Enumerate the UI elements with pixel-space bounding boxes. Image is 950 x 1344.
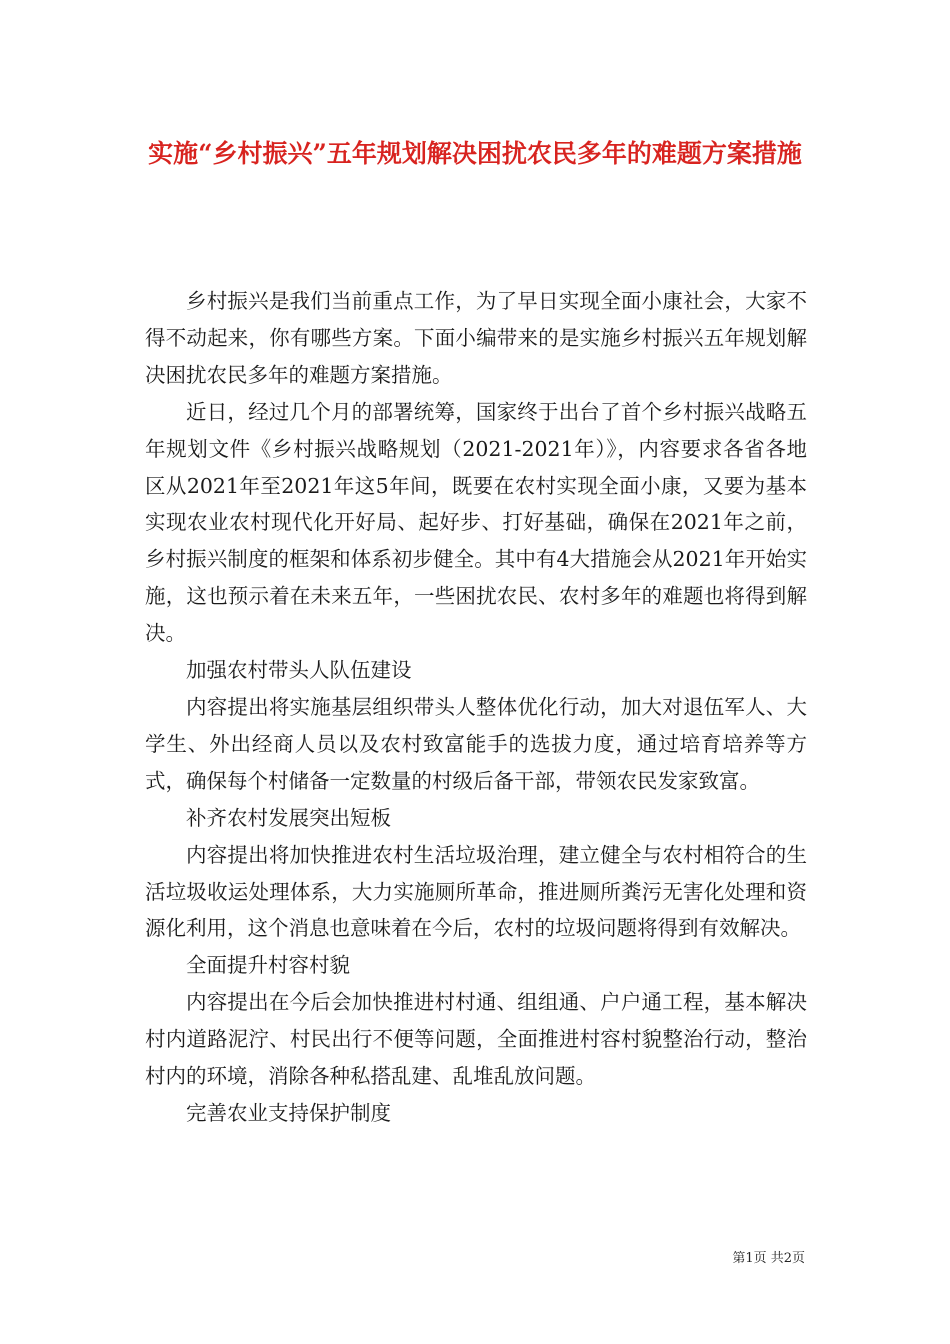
section-heading-agri-support: 完善农业支持保护制度 [186, 1100, 391, 1125]
section-heading-shortfalls: 补齐农村发展突出短板 [186, 805, 391, 830]
document-title: 实施“乡村振兴”五年规划解决困扰农民多年的难题方案措施 [148, 139, 802, 168]
document-body [145, 283, 807, 1132]
section-heading-leaders: 加强农村带头人队伍建设 [186, 658, 412, 683]
page-number: 第1页 共2页 [732, 1251, 805, 1266]
paragraph-leaders: 内容提出将实施基层组织带头人整体优化行动，加大对退伍军人、大学生、外出经商人员以及农村致富能手的选拔力度，通过培育培养等方式，确保每个村储备一定数量的村级后备干部，带领农民发家致富。 [145, 694, 807, 793]
section-heading-village-appearance: 全面提升村容村貌 [186, 953, 350, 978]
paragraph-intro: 乡村振兴是我们当前重点工作，为了早日实现全面小康社会，大家不得不动起来，你有哪些方案。下面小编带来的是实施乡村振兴五年规划解决困扰农民多年的难题方案措施。 [145, 289, 807, 387]
paragraph-background: 近日，经过几个月的部署统筹，国家终于出台了首个乡村振兴战略五年规划文件《乡村振兴战略规划（2021-2021年）》，内容要求各省各地区从2021年至2021年这5年间，既要在农村实现全面小康，又要为基本实现农业农村现代化开好局、起好步、打好基础，确保在2021年之前，乡村振兴制度的框架和体系初步健全。其中有4大措施会从2021年开始实施，这也预示着在未来五年，一些困扰农民、农村多年的难题也将得到解决。 [145, 399, 807, 646]
paragraph-village-appearance: 内容提出在今后会加快推进村村通、组组通、户户通工程，基本解决村内道路泥泞、村民出行不便等问题，全面推进村容村貌整治行动，整治村内的环境，消除各种私搭乱建、乱堆乱放问题。 [145, 990, 807, 1089]
paragraph-shortfalls: 内容提出将加快推进农村生活垃圾治理，建立健全与农村相符合的生活垃圾收运处理体系，大力实施厕所革命，推进厕所粪污无害化处理和资源化利用，这个消息也意味着在今后，农村的垃圾问题将得到有效解决。 [145, 842, 807, 941]
